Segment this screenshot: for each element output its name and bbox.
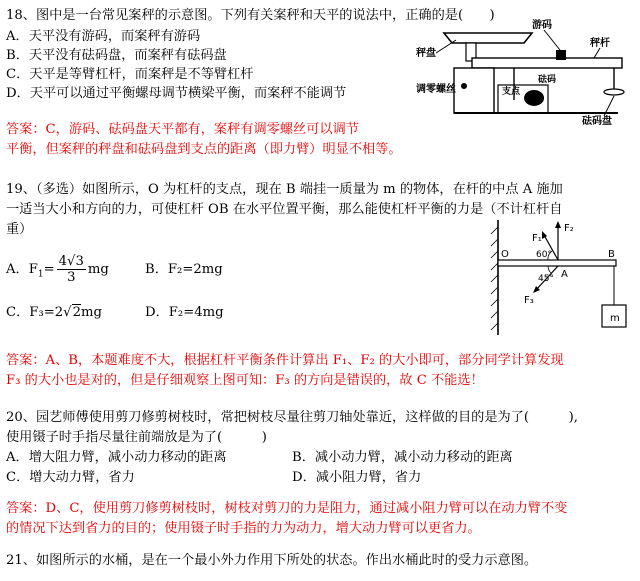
- lever-figure: [486, 215, 636, 340]
- label-weight: 砝码: [538, 75, 557, 85]
- platform-scale-figure: [414, 10, 636, 128]
- q21-stem: 21、如图所示的水桶，是在一个最小外力作用下所处的状态。作出水桶此时的受力示意图。: [6, 553, 538, 568]
- q19-answer-line2: F₃ 的大小也是对的，但是仔细观察上图可知：F₃ 的方向是错误的，故 C 不能选！: [6, 373, 484, 388]
- q19-option-c: C．F₃=2√2mg: [6, 305, 102, 320]
- q18-option-b: B．天平没有砝码盘，而案秤有砝码盘: [6, 48, 227, 63]
- q18-option-c: C．天平是等臂杠杆，而案秤是不等臂杠杆: [6, 67, 254, 82]
- q19-option-b: B．F₂=2mg: [145, 262, 223, 277]
- label-60deg: 60°: [536, 250, 552, 260]
- q20-option-b: B．减小动力臂，减小动力移动的距离: [292, 450, 513, 465]
- label-A: A: [561, 269, 568, 280]
- label-mass: m: [610, 313, 620, 324]
- q18-answer-line1: 答案：C，游码、砝码盘天平都有，案秤有调零螺丝可以调节: [6, 122, 359, 137]
- label-pan: 秤盘: [416, 48, 436, 59]
- label-pivot: 支点: [502, 87, 521, 97]
- q19-stem-line2: 一适当大小和方向的力，可使杠杆 OB 在水平位置平衡，那么能使杠杆平衡的力是（不计杠杆自: [6, 202, 563, 217]
- q19-stem-line1: 19、（多选）如图所示，O 为杠杆的支点，现在 B 端挂一质量为 m 的物体，在杆的中点 A 施加: [6, 182, 563, 197]
- q20-stem-line2: 使用镊子时手指尽量往前端放是为了( ): [6, 430, 267, 445]
- label-45deg: 45°: [538, 274, 554, 284]
- q18-option-a: A．天平没有游码，而案秤有游码: [6, 29, 201, 44]
- q20-option-c: C．增大动力臂，省力: [6, 470, 135, 485]
- q18-option-d: D．天平可以通过平衡螺母调节横梁平衡，而案秤不能调节: [6, 86, 347, 101]
- label-rider: 游码: [532, 20, 552, 31]
- q20-stem-line1: 20、园艺师傅使用剪刀修剪树枝时，常把树枝尽量往剪刀轴处靠近，这样做的目的是为了( ),: [6, 410, 578, 425]
- q19-answer-line1: 答案：A、B，本题难度不大，根据杠杆平衡条件计算出 F₁、F₂ 的大小即可，部分同学计算发现: [6, 353, 564, 368]
- q20-answer-line1: 答案：D、C，使用剪刀修剪树枝时，树枝对剪刀的力是阻力，通过减小阻力臂可以在动力臂不变: [6, 501, 568, 516]
- label-B: B: [608, 249, 615, 260]
- q20-answer-line2: 的情况下达到省力的目的；使用镊子时手指的力为动力，增大动力臂可以更省力。: [6, 521, 481, 536]
- q20-option-d: D．减小阻力臂，省力: [292, 470, 422, 485]
- label-F1: F₁: [532, 233, 542, 244]
- q19-stem-line3: 重）: [6, 222, 33, 237]
- q18-stem: 18、图中是一台常见案秤的示意图。下列有关案秤和天平的说法中，正确的是( ): [6, 8, 495, 23]
- q19-option-d: D．F₂=4mg: [145, 305, 224, 320]
- q18-answer-line2: 平衡，但案秤的秤盘和砝码盘到支点的距离（即力臂）明显不相等。: [6, 142, 402, 157]
- label-weight-pan: 砝码盘: [582, 116, 612, 127]
- label-F2: F₂: [564, 223, 574, 234]
- label-beam: 秤杆: [590, 38, 610, 49]
- label-F3: F₃: [524, 295, 534, 306]
- q19-option-a: A．$F_1=$ $\frac{4√3}{3}$ mg: [6, 254, 109, 285]
- fraction: $\frac{4√3}{3}$: [58, 254, 84, 285]
- label-O: O: [501, 249, 509, 260]
- label-zero-screw: 调零螺丝: [416, 84, 456, 95]
- q20-option-a: A．增大阻力臂，减小动力移动的距离: [6, 450, 227, 465]
